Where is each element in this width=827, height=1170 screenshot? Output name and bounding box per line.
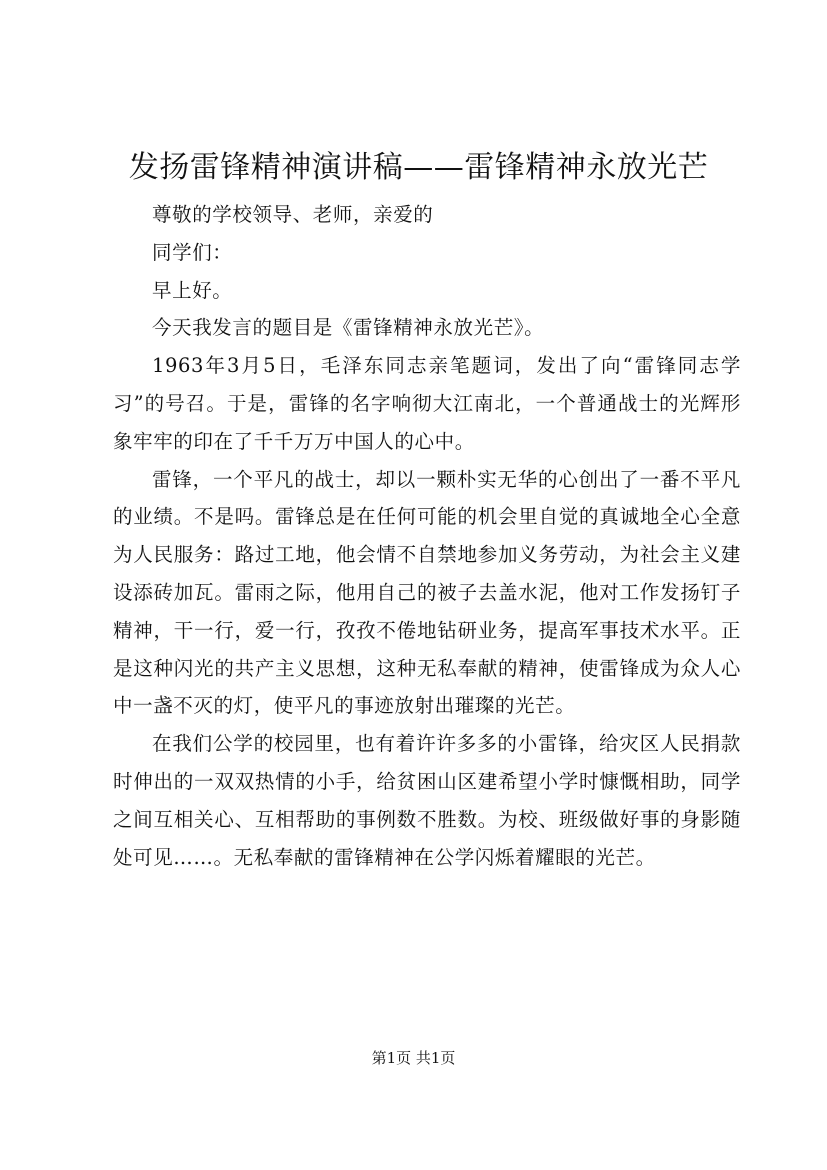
greeting-paragraph: 尊敬的学校领导、老师，亲爱的 [152, 203, 434, 226]
speech-topic-paragraph: 今天我发言的题目是《雷锋精神永放光芒》。 [152, 316, 545, 340]
document-title: 发扬雷锋精神演讲稿——雷锋精神永放光芒 [128, 150, 709, 185]
greeting-continuation: 同学们： [152, 240, 233, 264]
morning-greeting: 早上好。 [152, 278, 233, 302]
body-paragraph: 雷锋，一个平凡的战士，却以一颗朴实无华的心创出了一番不平凡的业绩。不是吗。雷锋总是在任何可能的机会里自觉的真诚地全心全意为人民服务：路过工地，他会情不自禁地参加义务劳动，为社会主义建设添砖加瓦。雷雨之际，他用自己的被子去盖水泥，他对工作发扬钉子精神，干一行，爱一行，孜孜不倦地钻研业务，提高军事技术水平。正是这种闪光的共产主义思想，这种无私奉献的精神，使雷锋成为众人心中一盏不灭的灯，使平凡的事迹放射出璀璨的光芒。 [113, 467, 741, 718]
body-paragraph: 在我们公学的校园里，也有着许许多多的小雷锋，给灾区人民捐款时伸出的一双双热情的小手，给贫困山区建希望小学时慷慨相助，同学之间互相关心、互相帮助的事例数不胜数。为校、班级做好事的身影随处可见……。无私奉献的雷锋精神在公学闪烁着耀眼的光芒。 [113, 732, 741, 869]
body-paragraph: 1963年3月5日，毛泽东同志亲笔题词，发出了向“雷锋同志学习”的号召。于是，雷锋的名字响彻大江南北，一个普通战士的光辉形象牢牢的印在了千千万万中国人的心中。 [113, 354, 741, 453]
document-body [113, 196, 741, 876]
page-footer: 第1页 共1页 [371, 1049, 456, 1067]
